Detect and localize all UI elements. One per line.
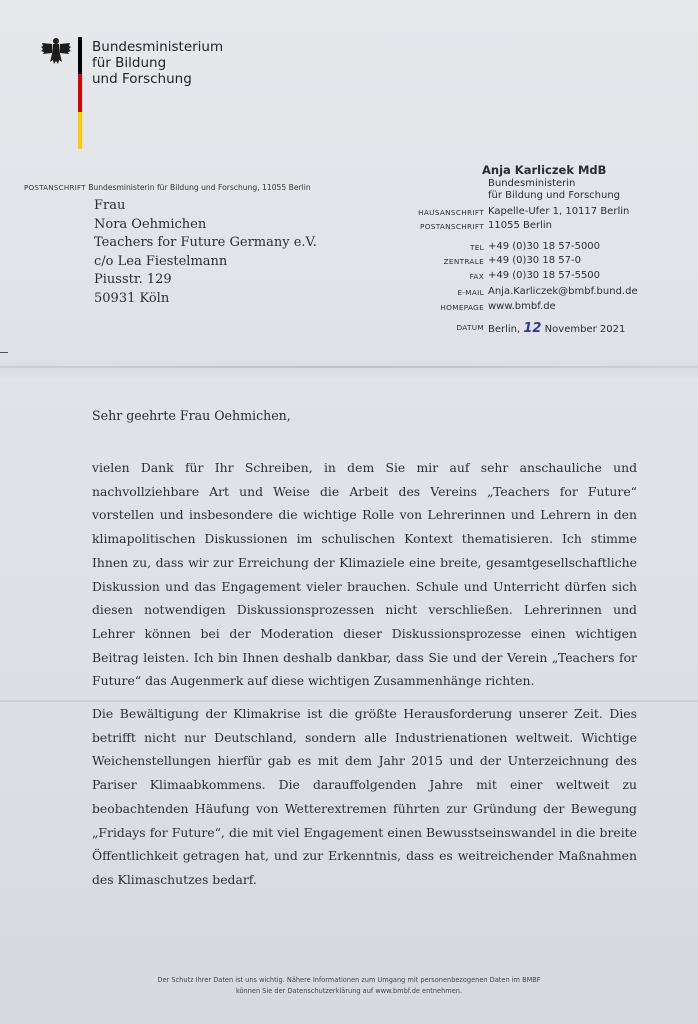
info-row-zentrale: ZENTRALE +49 (0)30 18 57-0 xyxy=(443,255,581,266)
recipient-address: Frau Nora Oehmichen Teachers for Future Germany e.V. c/o Lea Fiestelmann Piusstr. 129 50931 Köln xyxy=(94,198,317,306)
body-paragraph-2: Die Bewältigung der Klimakrise ist die größte Herausforderung unserer Zeit. Dies betrifft nicht nur Deutschland, sondern alle Industrienationen weltweit. Wichtige Weichenstellungen hierfür gab es mit dem Jahr 2015 und der Unterzeichnung des Pariser Klimaabkommens. Die darauffolgenden Jahre mit einer weltweit zu beobachtenden Häufung von Wetterextremen führten zur Gründung der Bewegung „Fridays for Future“, die mit viel Engagement einen Bewusstseinswandel in die breite Öffentlichkeit getragen hat, und zur Erkenntnis, dass es weitreichender Maßnahmen des Klimaschutzes bedarf. xyxy=(92,706,637,887)
flag-stripe-black xyxy=(78,37,82,74)
info-row-date: DATUM Berlin, 12 November 2021 xyxy=(456,321,626,336)
info-row-hausanschrift: HAUSANSCHRIFT Kapelle-Ufer 1, 10117 Berlin xyxy=(418,206,630,217)
handwritten-day: 12 xyxy=(523,321,542,336)
federal-eagle-icon xyxy=(40,34,72,66)
sender-title-line: für Bildung und Forschung xyxy=(488,190,621,201)
privacy-footer: Der Schutz Ihrer Daten ist uns wichtig. Nähere Informationen zum Umgang mit personenbezogenen Daten im BMBF können Sie der Datenschutzerklärung auf www.bmbf.de entnehmen. xyxy=(157,976,541,995)
german-flag-bar xyxy=(78,37,82,149)
info-row-homepage: HOMEPAGE www.bmbf.de xyxy=(440,301,556,312)
flag-stripe-red xyxy=(78,74,82,111)
info-row-tel: TEL +49 (0)30 18 57-5000 xyxy=(469,241,601,252)
info-row-fax: FAX +49 (0)30 18 57-5500 xyxy=(469,270,601,281)
fold-mark xyxy=(0,352,8,353)
flag-stripe-gold xyxy=(78,112,82,149)
paper-fold xyxy=(0,366,698,368)
info-row-postanschrift: POSTANSCHRIFT 11055 Berlin xyxy=(420,220,553,231)
salutation: Sehr geehrte Frau Oehmichen, xyxy=(92,408,291,423)
return-address-line: POSTANSCHRIFT Bundesministerin für Bildung und Forschung, 11055 Berlin xyxy=(24,183,311,192)
body-paragraph-1: vielen Dank für Ihr Schreiben, in dem Sie mir auf sehr anschauliche und nachvollziehbare Art und Weise die Arbeit des Vereins „Teachers for Future“ vorstellen und insbesondere die wichtige Rolle von Lehrerinnen und Lehrern in den klimapolitischen Diskussionen im schulischen Kontext thematisieren. Ich stimme Ihnen zu, dass wir zur Erreichung der Klimaziele eine breite, gesamtgesellschaftliche Diskussion und das Engagement vieler brauchen. Schule und Unterricht dürfen sich diesen notwendigen Diskussionsprozessen nicht verschließen. Lehrerinnen und Lehrer können bei der Moderation dieser Diskussionsprozesse einen wichtigen Beitrag leisten. Ich bin Ihnen deshalb dankbar, dass Sie und der Verein „Teachers for Future“ das Augenmerk auf diese wichtigen Zusammenhänge richten. xyxy=(92,460,637,689)
info-row-email: E-MAIL Anja.Karliczek@bmbf.bund.de xyxy=(457,286,638,297)
letter-date: Berlin, 12 November 2021 xyxy=(488,321,626,336)
sender-name: Anja Karliczek MdB xyxy=(482,163,607,177)
ministry-name: Bundesministerium für Bildung und Forschung xyxy=(92,39,224,87)
sender-title-line: Bundesministerin xyxy=(488,178,576,189)
